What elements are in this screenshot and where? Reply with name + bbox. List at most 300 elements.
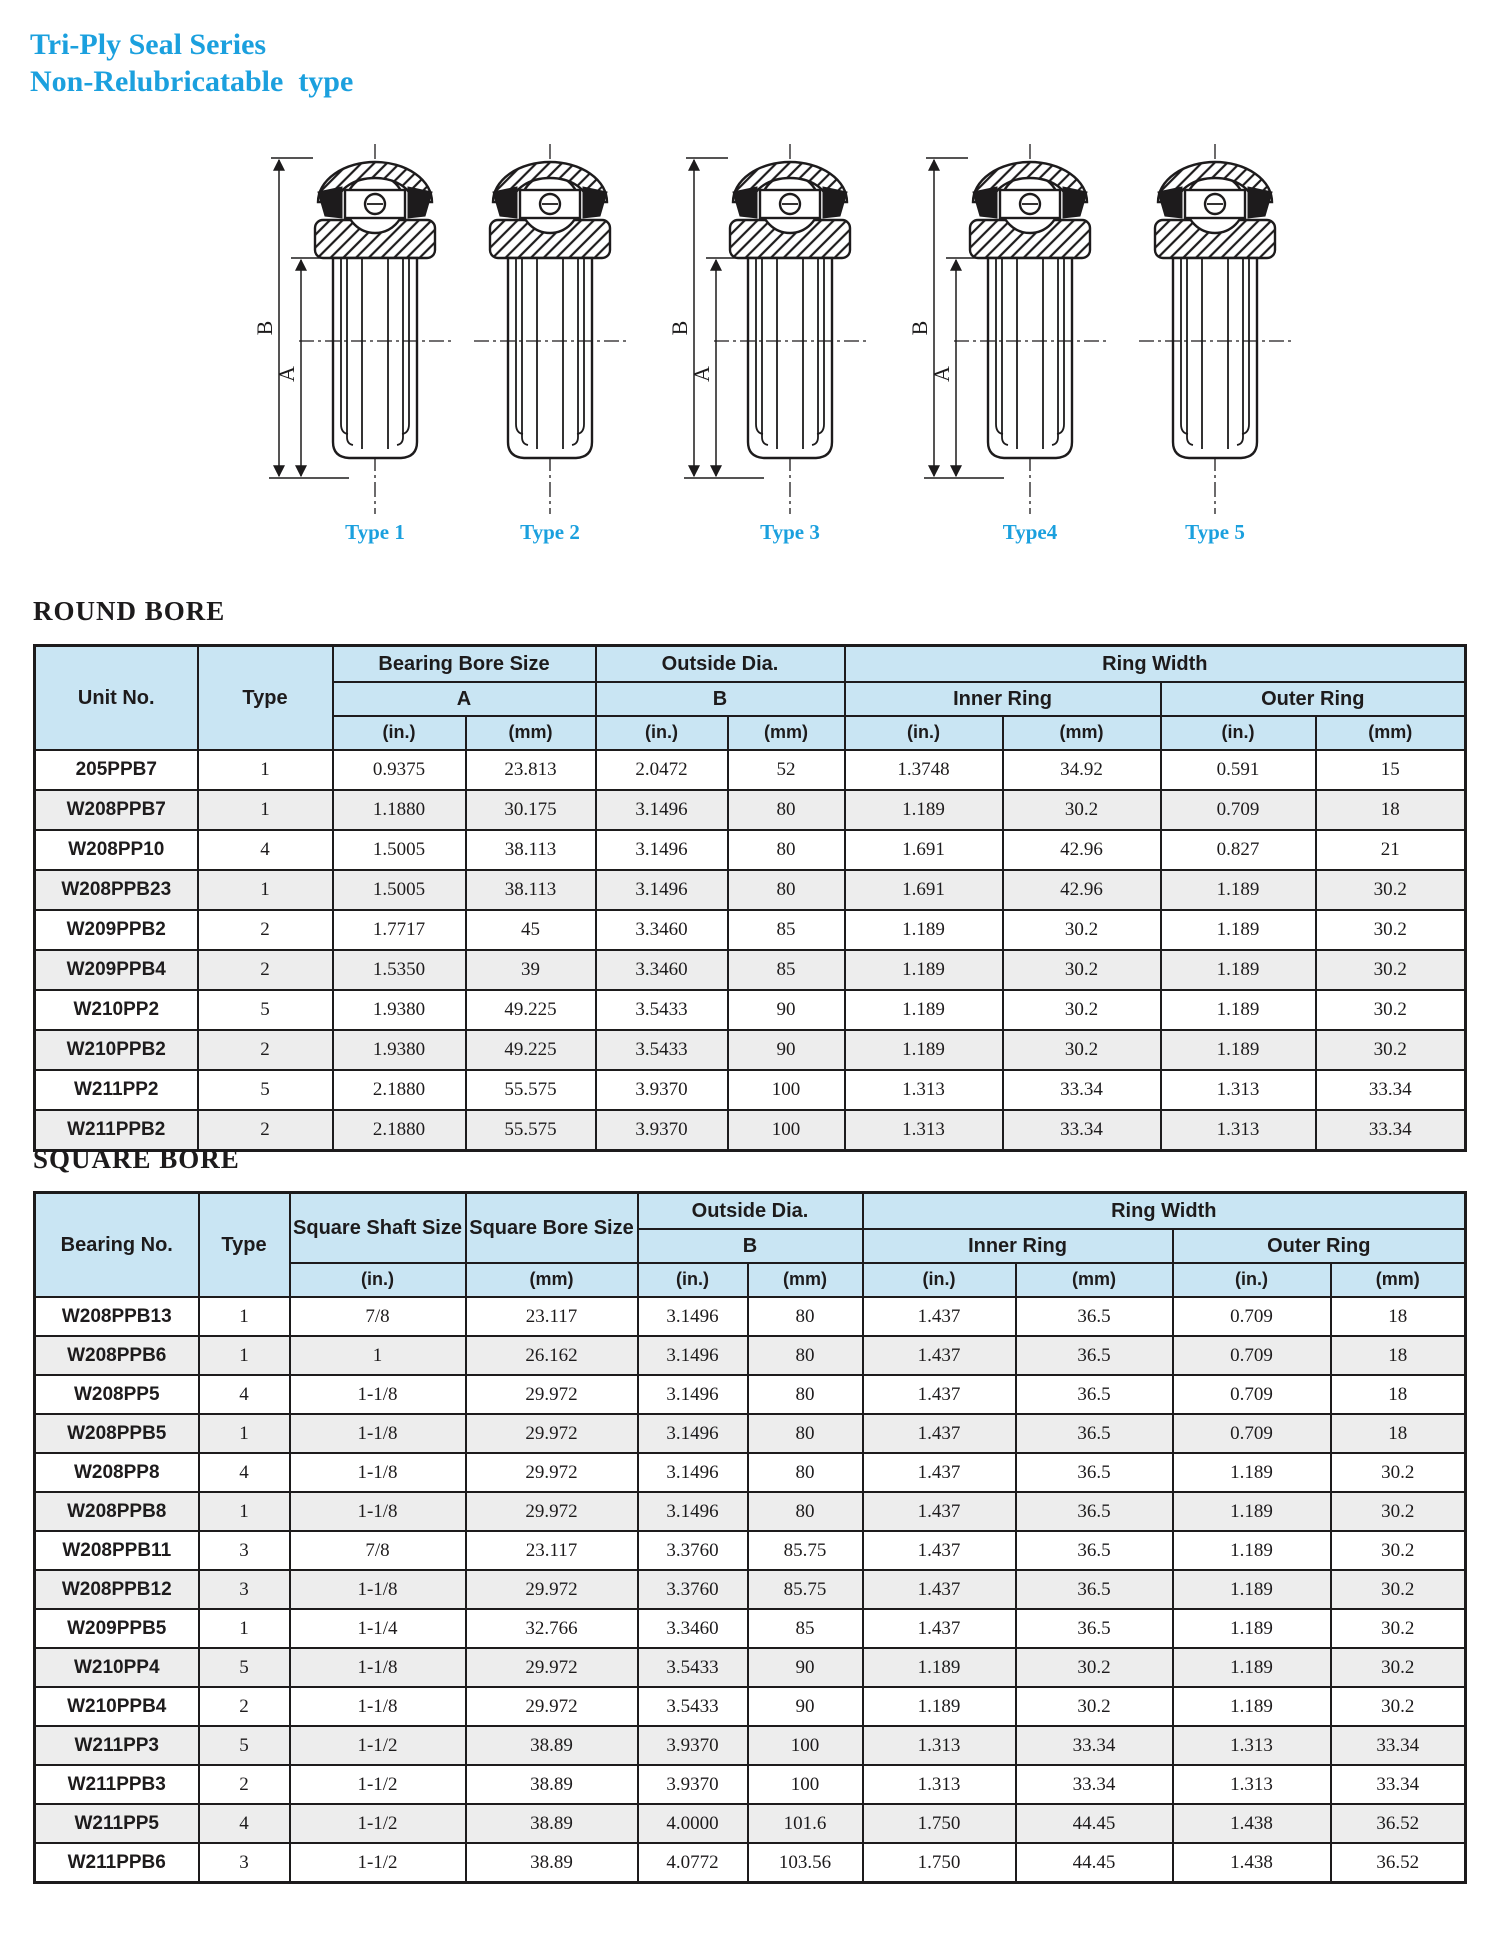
value-cell: 30.2 (1003, 1030, 1161, 1070)
col-header-mm: (mm) (1331, 1263, 1466, 1297)
value-cell: 100 (748, 1726, 863, 1765)
value-cell: 29.972 (466, 1453, 638, 1492)
value-cell: 1.313 (1173, 1765, 1331, 1804)
part-number-cell: W211PP2 (35, 1070, 198, 1110)
table-row (35, 990, 1466, 1030)
value-cell: 1.313 (845, 1070, 1003, 1110)
value-cell: 1.313 (1161, 1110, 1316, 1151)
value-cell: 85.75 (748, 1570, 863, 1609)
table-row (35, 1110, 1466, 1151)
value-cell: 5 (199, 1726, 290, 1765)
value-cell: 7/8 (290, 1297, 466, 1336)
value-cell: 80 (748, 1492, 863, 1531)
value-cell: 80 (748, 1375, 863, 1414)
value-cell: 85.75 (748, 1531, 863, 1570)
col-header-inner-ring: Inner Ring (863, 1229, 1173, 1263)
value-cell: 2 (199, 1765, 290, 1804)
value-cell: 3.9370 (596, 1110, 728, 1151)
part-number-cell: W210PP4 (35, 1648, 199, 1687)
value-cell: 0.709 (1173, 1297, 1331, 1336)
value-cell: 85 (728, 950, 845, 990)
value-cell: 45 (466, 910, 596, 950)
col-header-square-shaft-size: Square Shaft Size (290, 1193, 466, 1264)
bearing-diagrams: B A (220, 140, 1340, 525)
value-cell: 1.313 (845, 1110, 1003, 1151)
value-cell: 1-1/2 (290, 1726, 466, 1765)
value-cell: 30.2 (1316, 870, 1466, 910)
value-cell: 33.34 (1316, 1070, 1466, 1110)
value-cell: 3.1496 (596, 870, 728, 910)
part-number-cell: W208PPB5 (35, 1414, 199, 1453)
value-cell: 36.5 (1016, 1297, 1173, 1336)
value-cell: 1-1/2 (290, 1843, 466, 1883)
value-cell: 1.437 (863, 1297, 1016, 1336)
value-cell: 90 (728, 990, 845, 1030)
value-cell: 80 (748, 1336, 863, 1375)
col-header-outer-ring: Outer Ring (1161, 682, 1466, 716)
value-cell: 1 (199, 1336, 290, 1375)
part-number-cell: W210PP2 (35, 990, 198, 1030)
value-cell: 90 (748, 1648, 863, 1687)
table-row (35, 790, 1466, 830)
value-cell: 34.92 (1003, 750, 1161, 790)
value-cell: 26.162 (466, 1336, 638, 1375)
value-cell: 36.5 (1016, 1453, 1173, 1492)
value-cell: 85 (748, 1609, 863, 1648)
value-cell: 2 (198, 910, 333, 950)
value-cell: 3 (199, 1843, 290, 1883)
value-cell: 1 (198, 790, 333, 830)
value-cell: 1.5005 (333, 870, 466, 910)
table-row (35, 1609, 1466, 1648)
value-cell: 1.189 (845, 990, 1003, 1030)
value-cell: 38.113 (466, 870, 596, 910)
part-number-cell: W208PPB11 (35, 1531, 199, 1570)
value-cell: 2 (198, 1030, 333, 1070)
part-number-cell: W208PPB8 (35, 1492, 199, 1531)
value-cell: 33.34 (1331, 1765, 1466, 1804)
value-cell: 23.117 (466, 1531, 638, 1570)
table-row (35, 830, 1466, 870)
part-number-cell: W211PPB6 (35, 1843, 199, 1883)
table-row (35, 1570, 1466, 1609)
value-cell: 1.437 (863, 1609, 1016, 1648)
col-header-type: Type (198, 646, 333, 751)
value-cell: 1.437 (863, 1531, 1016, 1570)
col-header-in: (in.) (1161, 716, 1316, 750)
value-cell: 30.2 (1003, 790, 1161, 830)
col-header-a: A (333, 682, 596, 716)
table-row (35, 1336, 1466, 1375)
value-cell: 29.972 (466, 1687, 638, 1726)
value-cell: 1.189 (845, 910, 1003, 950)
value-cell: 1.437 (863, 1570, 1016, 1609)
part-number-cell: W211PP3 (35, 1726, 199, 1765)
value-cell: 2 (198, 1110, 333, 1151)
value-cell: 80 (748, 1414, 863, 1453)
value-cell: 5 (198, 1070, 333, 1110)
value-cell: 33.34 (1016, 1726, 1173, 1765)
value-cell: 0.709 (1173, 1414, 1331, 1453)
col-header-b: B (596, 682, 845, 716)
value-cell: 38.113 (466, 830, 596, 870)
type-1-label: Type 1 (345, 520, 405, 544)
value-cell: 1-1/8 (290, 1687, 466, 1726)
value-cell: 30.2 (1016, 1687, 1173, 1726)
table-row (35, 1765, 1466, 1804)
bearing-diagram-type-3 (667, 144, 866, 514)
col-header-in: (in.) (1173, 1263, 1331, 1297)
value-cell: 36.5 (1016, 1609, 1173, 1648)
value-cell: 3.3760 (638, 1570, 748, 1609)
col-header-unit-no: Unit No. (35, 646, 198, 751)
value-cell: 1.189 (1173, 1453, 1331, 1492)
col-header-outside-dia: Outside Dia. (596, 646, 845, 683)
type-3-label: Type 3 (760, 520, 820, 544)
page-subtitle: Non-Relubricatable type (30, 65, 354, 98)
value-cell: 0.827 (1161, 830, 1316, 870)
value-cell: 0.709 (1173, 1375, 1331, 1414)
value-cell: 1.189 (1173, 1687, 1331, 1726)
value-cell: 18 (1331, 1297, 1466, 1336)
value-cell: 3.1496 (638, 1414, 748, 1453)
value-cell: 42.96 (1003, 870, 1161, 910)
value-cell: 4 (199, 1375, 290, 1414)
value-cell: 1.7717 (333, 910, 466, 950)
col-header-mm: (mm) (466, 716, 596, 750)
value-cell: 1.691 (845, 830, 1003, 870)
value-cell: 1-1/4 (290, 1609, 466, 1648)
value-cell: 1.189 (845, 950, 1003, 990)
value-cell: 1 (290, 1336, 466, 1375)
value-cell: 1 (198, 870, 333, 910)
value-cell: 33.34 (1016, 1765, 1173, 1804)
value-cell: 30.2 (1331, 1609, 1466, 1648)
value-cell: 30.2 (1331, 1648, 1466, 1687)
value-cell: 18 (1331, 1336, 1466, 1375)
value-cell: 2.1880 (333, 1070, 466, 1110)
value-cell: 3.1496 (638, 1453, 748, 1492)
value-cell: 4.0000 (638, 1804, 748, 1843)
value-cell: 5 (198, 990, 333, 1030)
col-header-type: Type (199, 1193, 290, 1298)
col-header-bearing-bore-size: Bearing Bore Size (333, 646, 596, 683)
value-cell: 30.2 (1316, 1030, 1466, 1070)
value-cell: 101.6 (748, 1804, 863, 1843)
value-cell: 3.1496 (638, 1336, 748, 1375)
value-cell: 30.2 (1316, 990, 1466, 1030)
col-header-mm: (mm) (1003, 716, 1161, 750)
value-cell: 0.709 (1173, 1336, 1331, 1375)
table-row (35, 1414, 1466, 1453)
value-cell: 80 (748, 1453, 863, 1492)
value-cell: 80 (728, 870, 845, 910)
bearing-diagram-type-1 (252, 144, 451, 514)
col-header-mm: (mm) (466, 1263, 638, 1297)
col-header-in: (in.) (290, 1263, 466, 1297)
value-cell: 3 (199, 1570, 290, 1609)
value-cell: 33.34 (1316, 1110, 1466, 1151)
col-header-b: B (638, 1229, 863, 1263)
col-header-outside-dia: Outside Dia. (638, 1193, 863, 1230)
value-cell: 1.189 (1161, 990, 1316, 1030)
value-cell: 100 (748, 1765, 863, 1804)
page-title: Tri-Ply Seal Series (30, 28, 267, 61)
value-cell: 38.89 (466, 1843, 638, 1883)
value-cell: 1.189 (1173, 1609, 1331, 1648)
value-cell: 49.225 (466, 1030, 596, 1070)
value-cell: 90 (748, 1687, 863, 1726)
square-bore-heading: SQUARE BORE (33, 1144, 240, 1174)
value-cell: 18 (1331, 1414, 1466, 1453)
value-cell: 29.972 (466, 1492, 638, 1531)
part-number-cell: W209PPB4 (35, 950, 198, 990)
value-cell: 36.5 (1016, 1570, 1173, 1609)
value-cell: 1-1/8 (290, 1492, 466, 1531)
value-cell: 100 (728, 1070, 845, 1110)
round-bore-heading: ROUND BORE (33, 596, 226, 626)
part-number-cell: W208PPB13 (35, 1297, 199, 1336)
value-cell: 42.96 (1003, 830, 1161, 870)
value-cell: 1.750 (863, 1804, 1016, 1843)
value-cell: 80 (728, 830, 845, 870)
value-cell: 1.438 (1173, 1843, 1331, 1883)
value-cell: 30.2 (1331, 1492, 1466, 1531)
value-cell: 1.3748 (845, 750, 1003, 790)
value-cell: 33.34 (1003, 1070, 1161, 1110)
value-cell: 33.34 (1003, 1110, 1161, 1151)
value-cell: 1 (198, 750, 333, 790)
value-cell: 38.89 (466, 1804, 638, 1843)
bearing-diagram-type-5 (1139, 144, 1291, 514)
bearing-diagram-type-4 (907, 144, 1106, 514)
value-cell: 4.0772 (638, 1843, 748, 1883)
part-number-cell: W210PPB4 (35, 1687, 199, 1726)
value-cell: 1-1/8 (290, 1414, 466, 1453)
value-cell: 1.189 (1161, 910, 1316, 950)
value-cell: 4 (199, 1453, 290, 1492)
table-row (35, 1531, 1466, 1570)
value-cell: 4 (199, 1804, 290, 1843)
col-header-bearing-no: Bearing No. (35, 1193, 199, 1298)
col-header-ring-width: Ring Width (845, 646, 1466, 683)
col-header-in: (in.) (863, 1263, 1016, 1297)
value-cell: 30.2 (1003, 990, 1161, 1030)
value-cell: 103.56 (748, 1843, 863, 1883)
page-title-block (30, 26, 353, 100)
value-cell: 5 (199, 1648, 290, 1687)
value-cell: 1.437 (863, 1375, 1016, 1414)
value-cell: 1.9380 (333, 1030, 466, 1070)
value-cell: 80 (748, 1297, 863, 1336)
value-cell: 30.2 (1003, 910, 1161, 950)
value-cell: 30.175 (466, 790, 596, 830)
square-bore-table (33, 1191, 1467, 1884)
value-cell: 1.189 (1161, 870, 1316, 910)
value-cell: 90 (728, 1030, 845, 1070)
value-cell: 3.9370 (596, 1070, 728, 1110)
value-cell: 3.3760 (638, 1531, 748, 1570)
value-cell: 38.89 (466, 1726, 638, 1765)
value-cell: 1.313 (863, 1726, 1016, 1765)
value-cell: 2.0472 (596, 750, 728, 790)
value-cell: 1.189 (845, 1030, 1003, 1070)
value-cell: 1.189 (1173, 1531, 1331, 1570)
value-cell: 23.813 (466, 750, 596, 790)
value-cell: 4 (198, 830, 333, 870)
col-header-inner-ring: Inner Ring (845, 682, 1161, 716)
value-cell: 30.2 (1003, 950, 1161, 990)
value-cell: 1.189 (1173, 1492, 1331, 1531)
value-cell: 3.1496 (638, 1375, 748, 1414)
part-number-cell: W208PPB7 (35, 790, 198, 830)
value-cell: 1-1/8 (290, 1375, 466, 1414)
value-cell: 1.313 (1161, 1070, 1316, 1110)
col-header-ring-width: Ring Width (863, 1193, 1466, 1230)
value-cell: 0.591 (1161, 750, 1316, 790)
col-header-outer-ring: Outer Ring (1173, 1229, 1466, 1263)
value-cell: 3.3460 (596, 950, 728, 990)
value-cell: 30.2 (1331, 1531, 1466, 1570)
value-cell: 49.225 (466, 990, 596, 1030)
value-cell: 1.750 (863, 1843, 1016, 1883)
value-cell: 1.189 (1161, 950, 1316, 990)
value-cell: 36.5 (1016, 1375, 1173, 1414)
col-header-mm: (mm) (1316, 716, 1466, 750)
value-cell: 1.9380 (333, 990, 466, 1030)
table-row (35, 1804, 1466, 1843)
table-row (35, 1492, 1466, 1531)
value-cell: 44.45 (1016, 1843, 1173, 1883)
value-cell: 1.189 (863, 1687, 1016, 1726)
value-cell: 3.1496 (596, 830, 728, 870)
part-number-cell: W208PPB6 (35, 1336, 199, 1375)
value-cell: 1.437 (863, 1492, 1016, 1531)
col-header-mm: (mm) (1016, 1263, 1173, 1297)
value-cell: 29.972 (466, 1570, 638, 1609)
value-cell: 29.972 (466, 1648, 638, 1687)
col-header-mm: (mm) (728, 716, 845, 750)
value-cell: 1 (199, 1414, 290, 1453)
value-cell: 0.9375 (333, 750, 466, 790)
value-cell: 18 (1331, 1375, 1466, 1414)
value-cell: 1.437 (863, 1414, 1016, 1453)
value-cell: 44.45 (1016, 1804, 1173, 1843)
value-cell: 30.2 (1331, 1687, 1466, 1726)
value-cell: 3.5433 (596, 1030, 728, 1070)
value-cell: 55.575 (466, 1070, 596, 1110)
table-row (35, 1843, 1466, 1883)
value-cell: 1 (199, 1297, 290, 1336)
value-cell: 1.691 (845, 870, 1003, 910)
value-cell: 30.2 (1316, 950, 1466, 990)
value-cell: 36.52 (1331, 1843, 1466, 1883)
value-cell: 3.5433 (638, 1648, 748, 1687)
value-cell: 33.34 (1331, 1726, 1466, 1765)
value-cell: 3.3460 (638, 1609, 748, 1648)
value-cell: 1.438 (1173, 1804, 1331, 1843)
value-cell: 1.437 (863, 1336, 1016, 1375)
table-row (35, 1030, 1466, 1070)
value-cell: 2 (199, 1687, 290, 1726)
part-number-cell: W208PPB12 (35, 1570, 199, 1609)
value-cell: 15 (1316, 750, 1466, 790)
table-row (35, 950, 1466, 990)
value-cell: 1.5350 (333, 950, 466, 990)
value-cell: 1.189 (845, 790, 1003, 830)
table-row (35, 1297, 1466, 1336)
value-cell: 3.9370 (638, 1765, 748, 1804)
value-cell: 1.313 (863, 1765, 1016, 1804)
value-cell: 52 (728, 750, 845, 790)
value-cell: 1.1880 (333, 790, 466, 830)
value-cell: 1-1/2 (290, 1804, 466, 1843)
value-cell: 80 (728, 790, 845, 830)
value-cell: 36.52 (1331, 1804, 1466, 1843)
value-cell: 30.2 (1331, 1453, 1466, 1492)
table-row (35, 1726, 1466, 1765)
value-cell: 1 (199, 1609, 290, 1648)
value-cell: 3 (199, 1531, 290, 1570)
value-cell: 7/8 (290, 1531, 466, 1570)
value-cell: 23.117 (466, 1297, 638, 1336)
value-cell: 1.189 (863, 1648, 1016, 1687)
value-cell: 32.766 (466, 1609, 638, 1648)
part-number-cell: W211PP5 (35, 1804, 199, 1843)
value-cell: 30.2 (1316, 910, 1466, 950)
value-cell: 2.1880 (333, 1110, 466, 1151)
part-number-cell: W211PPB3 (35, 1765, 199, 1804)
table-row (35, 1070, 1466, 1110)
value-cell: 36.5 (1016, 1531, 1173, 1570)
value-cell: 29.972 (466, 1414, 638, 1453)
value-cell: 1.313 (1173, 1726, 1331, 1765)
table-row (35, 1687, 1466, 1726)
table-row (35, 1453, 1466, 1492)
value-cell: 30.2 (1331, 1570, 1466, 1609)
value-cell: 100 (728, 1110, 845, 1151)
part-number-cell: W210PPB2 (35, 1030, 198, 1070)
part-number-cell: W208PP5 (35, 1375, 199, 1414)
value-cell: 3.5433 (638, 1687, 748, 1726)
part-number-cell: W209PPB2 (35, 910, 198, 950)
part-number-cell: W208PP8 (35, 1453, 199, 1492)
value-cell: 3.3460 (596, 910, 728, 950)
table-row (35, 910, 1466, 950)
table-row (35, 750, 1466, 790)
table-row (35, 870, 1466, 910)
part-number-cell: 205PPB7 (35, 750, 198, 790)
part-number-cell: W208PP10 (35, 830, 198, 870)
table-row (35, 1648, 1466, 1687)
value-cell: 39 (466, 950, 596, 990)
value-cell: 1-1/8 (290, 1648, 466, 1687)
part-number-cell: W211PPB2 (35, 1110, 198, 1151)
value-cell: 1.189 (1173, 1570, 1331, 1609)
type-5-label: Type 5 (1185, 520, 1245, 544)
value-cell: 0.709 (1161, 790, 1316, 830)
type-2-label: Type 2 (520, 520, 580, 544)
value-cell: 36.5 (1016, 1336, 1173, 1375)
col-header-in: (in.) (638, 1263, 748, 1297)
part-number-cell: W209PPB5 (35, 1609, 199, 1648)
value-cell: 1-1/8 (290, 1570, 466, 1609)
value-cell: 1.5005 (333, 830, 466, 870)
value-cell: 30.2 (1016, 1648, 1173, 1687)
col-header-in: (in.) (596, 716, 728, 750)
value-cell: 55.575 (466, 1110, 596, 1151)
value-cell: 1.437 (863, 1453, 1016, 1492)
